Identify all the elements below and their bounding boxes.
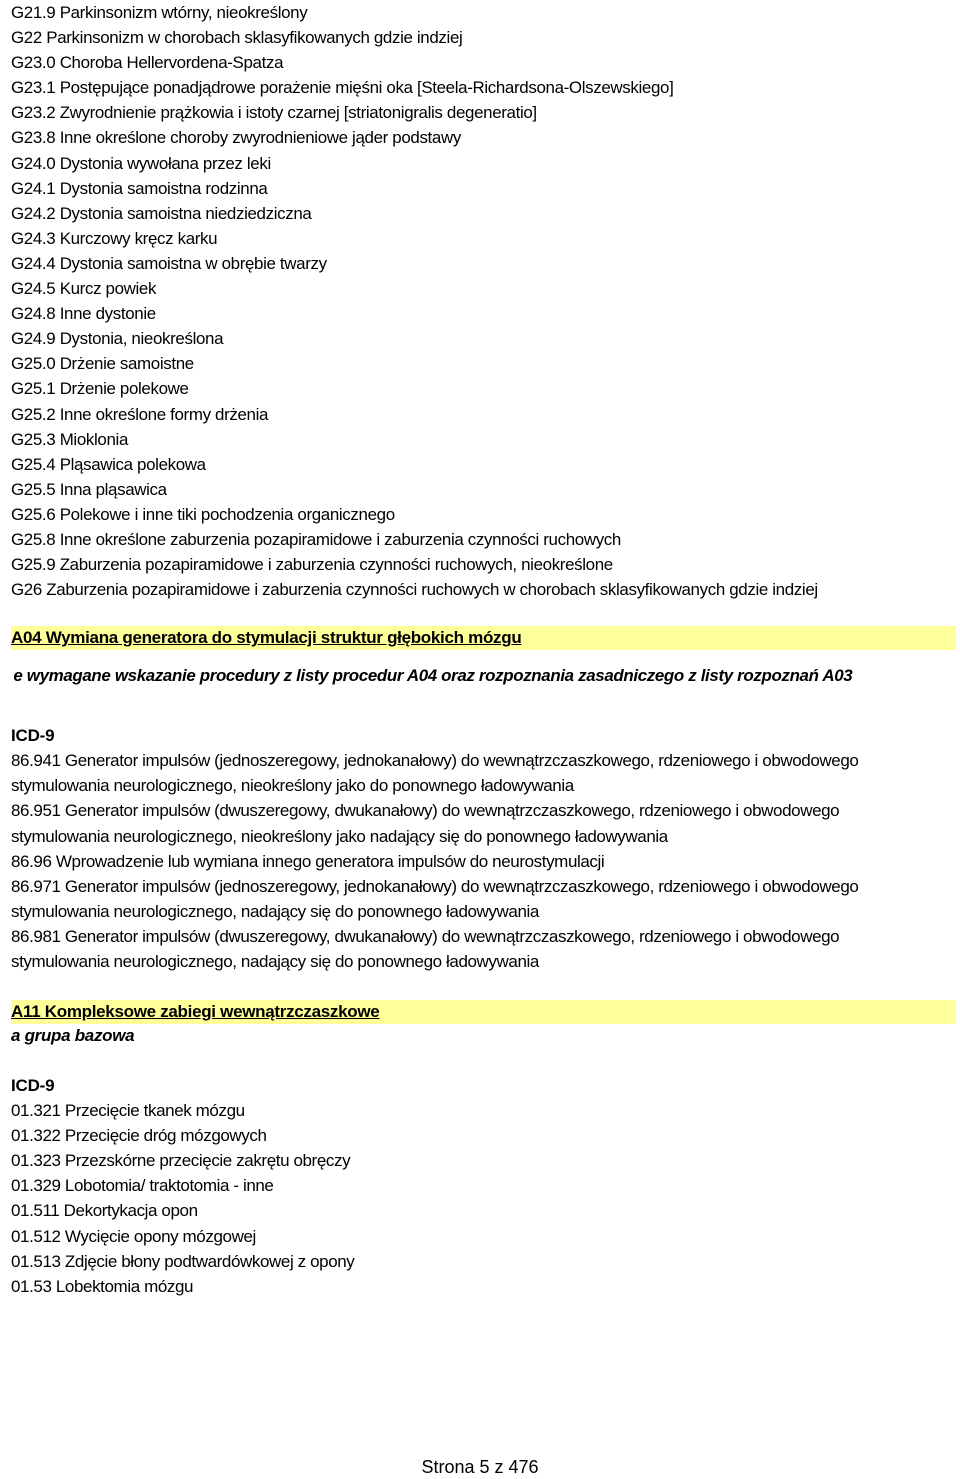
section-a11-procedure-list [11, 1098, 956, 1299]
diagnosis-item: G24.8 Inne dystonie [11, 304, 156, 324]
diagnosis-item: G23.8 Inne określone choroby zwyrodnieniowe jąder podstawy [11, 128, 461, 148]
diagnosis-item: G25.6 Polekowe i inne tiki pochodzenia organicznego [11, 504, 395, 524]
section-a04-procedure-list [11, 748, 956, 974]
diagnosis-item: G25.1 Drżenie polekowe [11, 379, 189, 399]
procedure-item: 01.329 Lobotomia/ traktotomia - inne [11, 1176, 274, 1196]
diagnosis-item: G25.2 Inne określone formy drżenia [11, 404, 269, 424]
section-a04-note: e wymagane wskazanie procedury z listy procedur A04 oraz rozpoznania zasadniczego z listy rozpoznań A03 [13, 666, 853, 686]
procedure-item: 86.941 Generator impulsów (jednoszeregowy, jednokanałowy) do wewnątrzczaszkowego, rdzeniowego i obwodowego stymulowania neurologicznego, nieokreślony jako do ponownego ładowywania [11, 751, 859, 796]
diagnosis-item: G25.9 Zaburzenia pozapiramidowe i zaburzenia czynności ruchowych, nieokreślone [11, 555, 613, 575]
section-a11-subtitle: a grupa bazowa [11, 1026, 135, 1046]
diagnosis-item: G23.1 Postępujące ponadjądrowe porażenie mięśni oka [Steela-Richardsona-Olszewskiego] [11, 78, 674, 98]
section-a04-title: A04 Wymiana generatora do stymulacji struktur głębokich mózgu [11, 626, 956, 650]
diagnosis-item: G24.9 Dystonia, nieokreślona [11, 329, 224, 349]
procedure-item: 01.511 Dekortykacja opon [11, 1201, 198, 1221]
diagnosis-list [11, 0, 956, 602]
procedure-item: 01.513 Zdjęcie błony podtwardówkowej z opony [11, 1251, 355, 1271]
diagnosis-item: G24.1 Dystonia samoistna rodzinna [11, 178, 268, 198]
diagnosis-item: G23.2 Zwyrodnienie prążkowia i istoty czarnej [striatonigralis degeneratio] [11, 103, 537, 123]
diagnosis-item: G24.4 Dystonia samoistna w obrębie twarzy [11, 253, 327, 273]
procedure-item: 86.96 Wprowadzenie lub wymiana innego generatora impulsów do neurostymulacji [11, 851, 605, 871]
procedure-item: 86.951 Generator impulsów (dwuszeregowy, dwukanałowy) do wewnątrzczaszkowego, rdzeniowego i obwodowego stymulowania neurologicznego, nieokreślony jako nadający się do ponownego ładowywania [11, 801, 840, 846]
procedure-item: 01.321 Przecięcie tkanek mózgu [11, 1101, 245, 1121]
diagnosis-item: G25.0 Drżenie samoistne [11, 354, 194, 374]
procedure-item: 01.323 Przezskórne przecięcie zakrętu obręczy [11, 1151, 351, 1171]
section-a04-icd-label: ICD-9 [11, 726, 55, 746]
procedure-item: 86.981 Generator impulsów (dwuszeregowy, dwukanałowy) do wewnątrzczaszkowego, rdzeniowego i obwodowego stymulowania neurologicznego, nadający się do ponownego ładowywania [11, 926, 840, 971]
diagnosis-item: G24.2 Dystonia samoistna niedziedziczna [11, 203, 312, 223]
diagnosis-item: G23.0 Choroba Hellervordena-Spatza [11, 53, 284, 73]
diagnosis-item: G24.0 Dystonia wywołana przez leki [11, 153, 271, 173]
diagnosis-item: G21.9 Parkinsonizm wtórny, nieokreślony [11, 3, 308, 22]
section-a11-title: A11 Kompleksowe zabiegi wewnątrzczaszkowe [11, 1000, 956, 1024]
diagnosis-item: G25.8 Inne określone zaburzenia pozapiramidowe i zaburzenia czynności ruchowych [11, 529, 621, 549]
diagnosis-item: G22 Parkinsonizm w chorobach sklasyfikowanych gdzie indziej [11, 28, 463, 48]
procedure-item: 01.53 Lobektomia mózgu [11, 1276, 194, 1296]
diagnosis-item: G25.3 Mioklonia [11, 429, 129, 449]
procedure-item: 01.512 Wycięcie opony mózgowej [11, 1226, 256, 1246]
diagnosis-item: G25.4 Pląsawica polekowa [11, 454, 206, 474]
procedure-item: 01.322 Przecięcie dróg mózgowych [11, 1126, 267, 1146]
page-number: Strona 5 z 476 [421, 1457, 539, 1477]
section-a11-icd-label: ICD-9 [11, 1076, 55, 1096]
diagnosis-item: G24.5 Kurcz powiek [11, 279, 157, 299]
diagnosis-item: G24.3 Kurczowy kręcz karku [11, 228, 218, 248]
document-page [11, 0, 956, 1299]
procedure-item: 86.971 Generator impulsów (jednoszeregowy, jednokanałowy) do wewnątrzczaszkowego, rdzeniowego i obwodowego stymulowania neurologicznego, nadający się do ponownego ładowywania [11, 876, 859, 921]
diagnosis-item: G26 Zaburzenia pozapiramidowe i zaburzenia czynności ruchowych w chorobach sklasyfikowanych gdzie indziej [11, 580, 818, 600]
diagnosis-item: G25.5 Inna pląsawica [11, 479, 167, 499]
